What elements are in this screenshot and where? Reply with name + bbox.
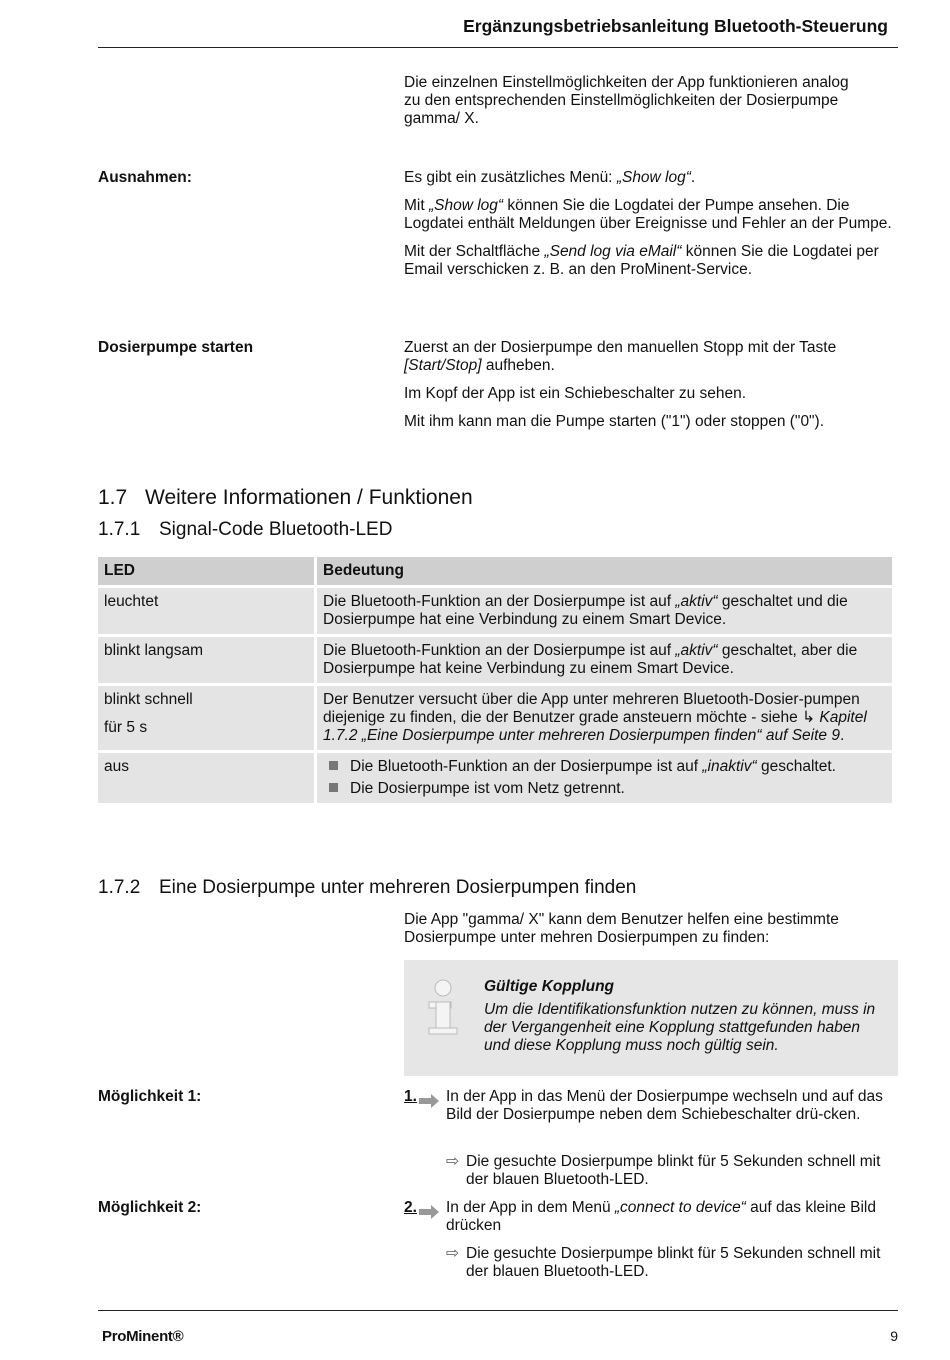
button-name: „Send log via eMail“: [544, 243, 682, 260]
menu-name: „Show log“: [616, 169, 691, 186]
start-body: [404, 339, 896, 441]
meaning-cell: [317, 588, 892, 634]
state-name: „aktiv“: [675, 593, 718, 610]
page-number: 9: [890, 1328, 898, 1344]
state-name: „inaktiv“: [702, 758, 757, 775]
step-result: [446, 1245, 896, 1281]
header-rule: [98, 47, 898, 48]
step-result: [446, 1153, 896, 1189]
text: Die Bluetooth-Funktion an der Dosierpumpe ist auf: [350, 758, 703, 775]
menu-name: „Show log“: [428, 197, 504, 214]
text: Die Bluetooth-Funktion an der Dosierpumpe ist auf: [323, 642, 676, 659]
section-number: 1.7.2: [98, 877, 141, 898]
document-header-title: Ergänzungsbetriebsanleitung Bluetooth-Steuerung: [463, 16, 888, 36]
table-row: [98, 753, 892, 803]
result-arrow-icon: ⇨: [446, 1153, 459, 1170]
text: geschaltet, aber die Dosierpumpe hat keine Verbindung zu einem Smart Device.: [323, 642, 858, 677]
bullet-item: [329, 758, 886, 776]
text: Zuerst an der Dosierpumpe den manuellen Stopp mit der Taste: [404, 339, 837, 356]
text: auf das kleine Bild drücken: [446, 1199, 876, 1234]
meaning-cell: [317, 686, 892, 750]
section-number: 1.7: [98, 486, 128, 509]
text: Die Bluetooth-Funktion an der Dosierpumpe ist auf: [323, 593, 676, 610]
step-arrow-icon: [419, 1094, 439, 1113]
section-heading-1-7-2: [98, 879, 636, 897]
intro-line: Die einzelnen Einstellmöglichkeiten der App funktionieren analog: [404, 74, 849, 91]
state-name: „aktiv“: [675, 642, 718, 659]
chapter-link[interactable]: ↳ Kapitel 1.7.2 „Eine Dosierpumpe unter mehreren Dosierpumpen finden“ auf Seite 9: [323, 709, 867, 744]
text: .: [690, 169, 696, 186]
start-label: Dosierpumpe starten: [98, 339, 254, 356]
intro-line: gamma/ X.: [404, 110, 479, 127]
text: .: [839, 727, 845, 744]
text: aufheben.: [481, 357, 555, 374]
text: In der App in dem Menü: [446, 1199, 615, 1216]
section-title: Eine Dosierpumpe unter mehreren Dosierpumpen finden: [159, 877, 637, 898]
section-title: Weitere Informationen / Funktionen: [145, 486, 473, 509]
exceptions-paragraph: [404, 169, 896, 187]
footer-rule: [98, 1310, 898, 1311]
section-heading-1-7-1: [98, 521, 392, 539]
column-header-led: LED: [98, 557, 314, 585]
square-bullet-icon: [329, 761, 338, 770]
find-intro: Die App "gamma/ X" kann dem Benutzer helfen eine bestimmte Dosierpumpe unter mehren Dosierpumpen zu finden:: [404, 911, 839, 946]
prominent-logo: ProMinent®: [102, 1328, 184, 1345]
meaning-cell: [317, 637, 892, 683]
start-paragraph: Mit ihm kann man die Pumpe starten ("1") oder stoppen ("0").: [404, 413, 825, 430]
meaning-cell: [317, 753, 892, 803]
info-icon: [426, 978, 460, 1036]
result-text: Die gesuchte Dosierpumpe blinkt für 5 Sekunden schnell mit der blauen Bluetooth-LED.: [466, 1153, 881, 1188]
led-state-text: blinkt schnell: [104, 691, 193, 708]
led-state-duration: für 5 s: [104, 719, 148, 736]
text: können Sie die Logdatei per Email verschicken z. B. an den ProMinent-Service.: [404, 243, 879, 278]
start-paragraph: [404, 339, 896, 375]
led-state-cell: aus: [98, 753, 314, 803]
text: geschaltet und die Dosierpumpe hat eine Verbindung zu einem Smart Device.: [323, 593, 848, 628]
exceptions-label: Ausnahmen:: [98, 169, 192, 186]
table-row: [98, 637, 892, 683]
square-bullet-icon: [329, 783, 338, 792]
led-state-cell: blinkt langsam: [98, 637, 314, 683]
step-text: In der App in das Menü der Dosierpumpe wechseln und auf das Bild der Dosierpumpe neben dem Schiebeschalter drü-cken.: [446, 1088, 883, 1123]
text: Mit der Schaltfläche: [404, 243, 545, 260]
text: Der Benutzer versucht über die App unter mehreren Bluetooth-Dosier-pumpen diejenige zu finden, die der Benutzer grade ansteuern möchte - siehe: [323, 691, 860, 726]
exceptions-body: [404, 169, 896, 289]
text: Mit: [404, 197, 429, 214]
column-header-meaning: Bedeutung: [317, 557, 892, 585]
menu-name: „connect to device“: [614, 1199, 746, 1216]
intro-paragraph: [404, 74, 896, 128]
text: können Sie die Logdatei der Pumpe ansehen. Die Logdatei enthält Meldungen über Ereignisse und Fehler an der Pumpe.: [404, 197, 892, 232]
note-text: Um die Identifikationsfunktion nutzen zu können, muss in der Vergangenheit eine Kopplung stattgefunden haben und diese Kopplung muss noch gültig sein.: [484, 1001, 876, 1054]
led-state-cell: leuchtet: [98, 588, 314, 634]
step-text: [446, 1199, 896, 1235]
start-paragraph: Im Kopf der App ist ein Schiebeschalter zu sehen.: [404, 385, 747, 402]
step-arrow-icon: [419, 1205, 439, 1224]
led-state-cell: [98, 686, 314, 750]
note-title: Gültige Kopplung: [484, 978, 615, 995]
section-heading-1-7: [98, 486, 473, 509]
led-signal-table: [95, 554, 895, 806]
result-arrow-icon: ⇨: [446, 1245, 459, 1262]
text: Es gibt ein zusätzliches Menü:: [404, 169, 617, 186]
option1-label: Möglichkeit 1:: [98, 1088, 202, 1105]
text: geschaltet.: [756, 758, 836, 775]
table-header-row: [98, 557, 892, 585]
intro-line: zu den entsprechenden Einstellmöglichkeiten der Dosierpumpe: [404, 92, 839, 109]
option2-label: Möglichkeit 2:: [98, 1199, 202, 1216]
exceptions-paragraph: [404, 243, 896, 279]
exceptions-paragraph: [404, 197, 896, 233]
section-number: 1.7.1: [98, 519, 141, 540]
table-row: [98, 686, 892, 750]
table-row: [98, 588, 892, 634]
step-number: 1.: [404, 1088, 417, 1105]
text: Die Dosierpumpe ist vom Netz getrennt.: [350, 780, 625, 797]
section-title: Signal-Code Bluetooth-LED: [159, 519, 393, 540]
step-number: 2.: [404, 1199, 417, 1216]
key-name: [Start/Stop]: [404, 357, 482, 374]
result-text: Die gesuchte Dosierpumpe blinkt für 5 Sekunden schnell mit der blauen Bluetooth-LED.: [466, 1245, 881, 1280]
bullet-item: [329, 780, 886, 798]
